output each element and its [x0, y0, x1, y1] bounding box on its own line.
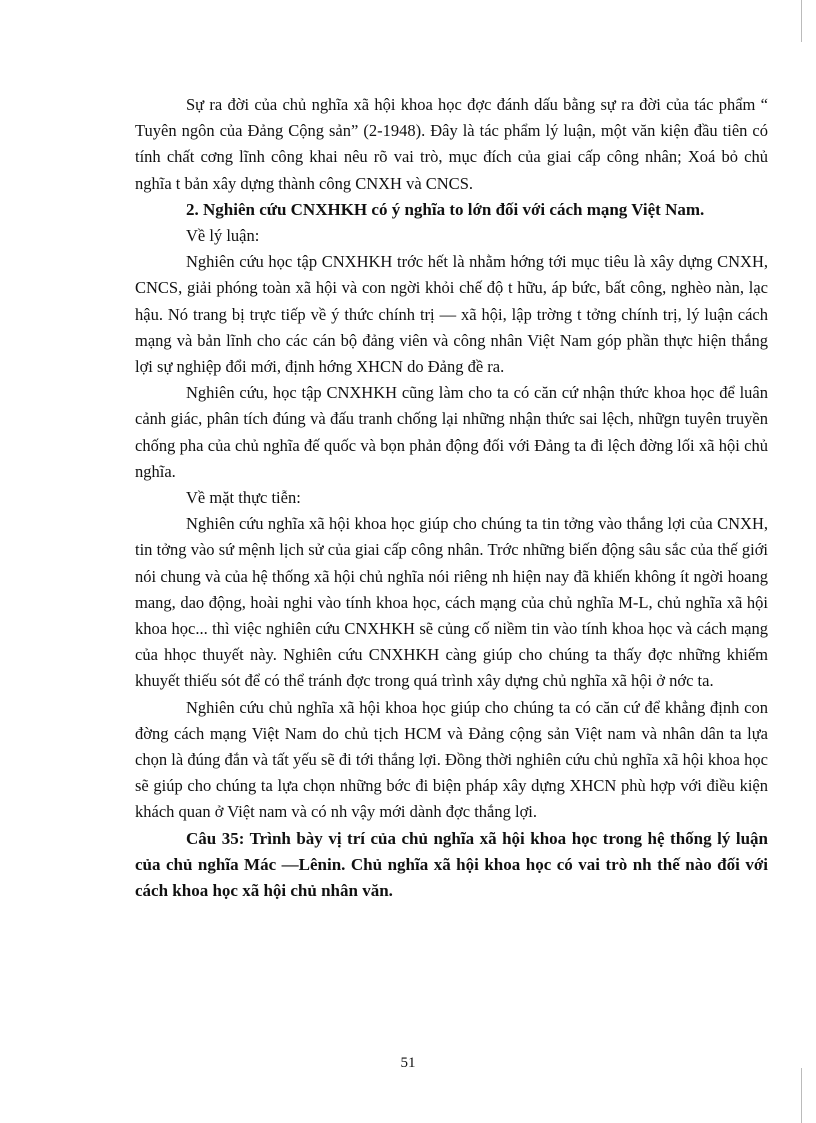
paragraph-origin-of-scientific-socialism: Sự ra đời của chủ nghĩa xã hội khoa học đợc đánh dấu bằng sự ra đời của tác phẩm “ Tuyên ngôn của Đảng Cộng sản” (2-1948). Đây là tác phẩm lý luận, một văn kiện đầu tiên có tính chất cơng lĩnh công khai nêu rõ vai trò, mục đích của giai cấp công nhân; Xoá bỏ chủ nghĩa t bản xây dựng thành công CNXH và CNCS. [135, 95, 768, 193]
margin-line-bottom [801, 1068, 802, 1123]
margin-line-top [801, 0, 802, 42]
section-heading-2: 2. Nghiên cứu CNXHKH có ý nghĩa to lớn đối với cách mạng Việt Nam. [186, 199, 705, 219]
subheading-practice: Về mặt thực tiễn: [186, 488, 301, 508]
paragraph-practice-revolution-path: Nghiên cứu chủ nghĩa xã hội khoa học giúp cho chúng ta có căn cứ để khẳng định con đờng cách mạng Việt Nam do chủ tịch HCM và Đảng cộng sản Việt nam và nhân dân ta lựa chọn là đúng đắn và tất yếu sẽ đi tới thắng lợi. Đồng thời nghiên cứu chủ nghĩa xã hội khoa học sẽ giúp cho chúng ta lựa chọn những bớc đi biện pháp xây dựng XHCN phù hợp với điều kiện khách quan ở Việt nam và có nh vậy mới dành đợc thắng lợi. [135, 697, 768, 822]
paragraph-theory-goals: Nghiên cứu học tập CNXHKH trớc hết là nhằm hớng tới mục tiêu là xây dựng CNXH, CNCS, giải phóng toàn xã hội và con ngời khỏi chế độ t hữu, áp bức, bất công, nghèo nàn, lạc hậu. Nó trang bị trực tiếp về ý thức chính trị — xã hội, lập trờng t tởng chính trị, lý luận cách mạng và bản lĩnh cho các cán bộ đảng viên và công nhân Việt Nam góp phần thực hiện thắng lợi sự nghiệp đổi mới, định hớng XHCN do Đảng đề ra. [135, 252, 768, 377]
document-body [135, 92, 768, 904]
subheading-theory: Về lý luận: [186, 226, 260, 246]
page-number: 51 [400, 1055, 416, 1071]
paragraph-practice-confidence: Nghiên cứu nghĩa xã hội khoa học giúp cho chúng ta tin tởng vào thắng lợi của CNXH, tin tởng vào sứ mệnh lịch sử của giai cấp công nhân. Trớc những biến động sâu sắc của thế giới nói chung và của hệ thống xã hội chủ nghĩa nói riêng nh hiện nay đã khiến không ít ngời hoang mang, dao động, hoài nghi vào tính khoa học, cách mạng của chủ nghĩa M-L, chủ nghĩa xã hội khoa học... thì việc nghiên cứu CNXHKH sẽ củng cố niềm tin vào tính khoa học và cách mạng của hhọc thuyết này. Nghiên cứu CNXHKH càng giúp cho chúng ta thấy đợc những khiếm khuyết thiếu sót để có thể tránh đợc trong quá trình xây dựng chủ nghĩa xã hội ở nớc ta. [135, 514, 768, 691]
question-35-heading: Câu 35: Trình bày vị trí của chủ nghĩa xã hội khoa học trong hệ thống lý luận của chủ nghĩa Mác —Lênin. Chủ nghĩa xã hội khoa học có vai trò nh thế nào đối với cách khoa học xã hội chủ nhân văn. [135, 828, 768, 901]
paragraph-theory-vigilance: Nghiên cứu, học tập CNXHKH cũng làm cho ta có căn cứ nhận thức khoa học để luân cảnh giác, phân tích đúng và đấu tranh chống lại những nhận thức sai lệch, nhữgn tuyên truyền chống pha của chủ nghĩa đế quốc và bọn phản động đối với Đảng ta đi lệch đờng lối xã hội chủ nghĩa. [135, 383, 768, 481]
